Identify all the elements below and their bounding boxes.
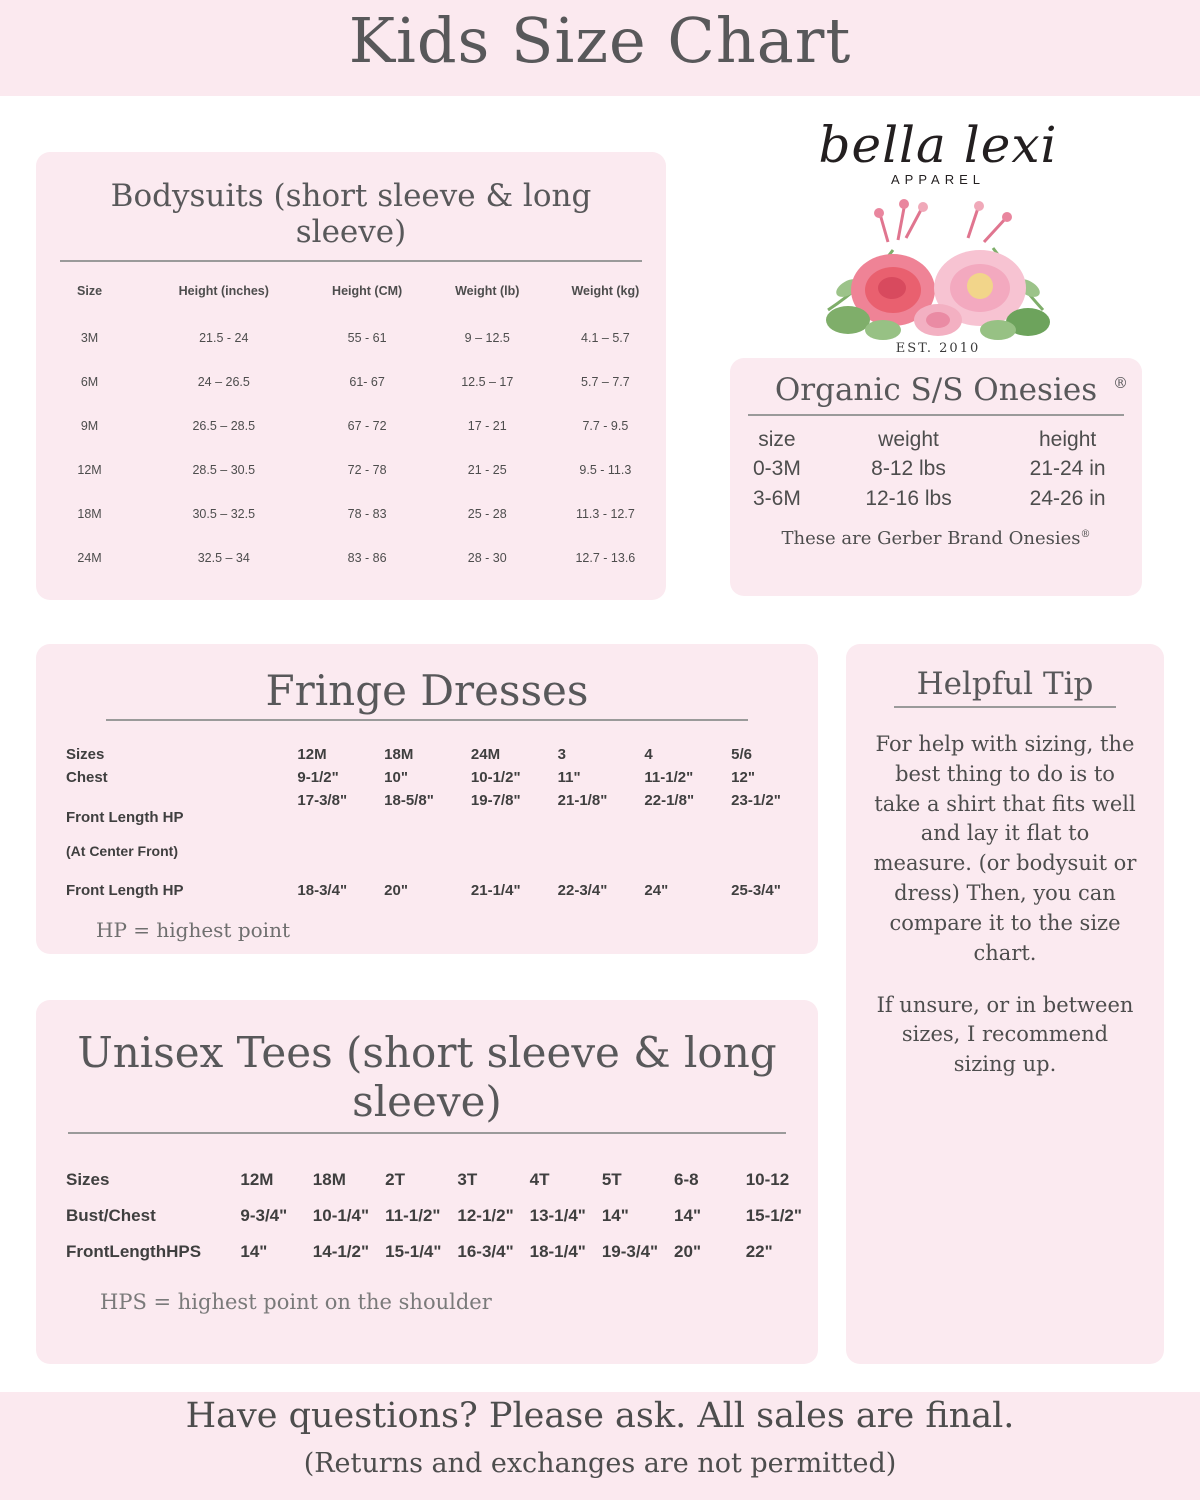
cell: 22-3/4" bbox=[557, 882, 608, 899]
size-header: 4 bbox=[644, 746, 653, 763]
registered-mark: ® bbox=[1080, 529, 1091, 540]
row-label: Chest bbox=[66, 769, 108, 786]
cell: 10-1/2" bbox=[470, 769, 521, 786]
organic-note-text: These are Gerber Brand Onesies bbox=[781, 528, 1081, 549]
cell: 67 - 72 bbox=[347, 419, 387, 433]
cell: 19-3/4" bbox=[601, 1242, 659, 1261]
cell: 72 - 78 bbox=[347, 463, 387, 477]
column-header: height bbox=[1038, 428, 1097, 451]
table-row bbox=[36, 879, 818, 902]
size-header: 5T bbox=[601, 1170, 622, 1189]
registered-mark: ® bbox=[1113, 374, 1128, 392]
cell: 5.7 – 7.7 bbox=[581, 375, 630, 389]
cell: 18-1/4" bbox=[529, 1242, 586, 1261]
footer-main-text: Have questions? Please ask. All sales are final. bbox=[185, 1396, 1015, 1436]
size-header: 3T bbox=[457, 1170, 478, 1189]
size-header: 24M bbox=[470, 746, 501, 763]
cell: 12M bbox=[77, 463, 102, 477]
cell: 18-5/8" bbox=[384, 792, 434, 809]
cell: 14" bbox=[601, 1206, 629, 1225]
cell: 14-1/2" bbox=[312, 1242, 370, 1261]
organic-onesies-note bbox=[730, 528, 1142, 549]
cell: 28.5 – 30.5 bbox=[192, 463, 256, 477]
floral-bouquet-icon bbox=[788, 180, 1088, 340]
cell: 13-1/4" bbox=[529, 1206, 586, 1225]
cell: 30.5 – 32.5 bbox=[192, 507, 256, 521]
cell: 55 - 61 bbox=[347, 331, 387, 345]
cell: 22-1/8" bbox=[644, 792, 695, 809]
column-header: Weight (kg) bbox=[571, 284, 640, 298]
helpful-tip-title: Helpful Tip bbox=[894, 666, 1116, 708]
organic-onesies-card bbox=[730, 358, 1142, 596]
bodysuits-card bbox=[36, 152, 666, 600]
cell: 25 - 28 bbox=[467, 507, 507, 521]
cell: 10" bbox=[384, 769, 408, 786]
cell: 61- 67 bbox=[349, 375, 385, 389]
cell: 26.5 – 28.5 bbox=[192, 419, 256, 433]
unisex-tees-table bbox=[36, 1162, 818, 1270]
cell: 14" bbox=[674, 1206, 702, 1225]
bodysuits-title: Bodysuits (short sleeve & long sleeve) bbox=[60, 178, 642, 262]
cell: 12.7 - 13.6 bbox=[575, 551, 636, 565]
column-header: Size bbox=[77, 284, 103, 298]
cell: 19-7/8" bbox=[470, 792, 521, 809]
size-header: 10-12 bbox=[745, 1170, 790, 1189]
cell: 0-3M bbox=[752, 457, 801, 480]
helpful-tip-paragraph: If unsure, or in between sizes, I recommend sizing up. bbox=[876, 992, 1134, 1077]
fringe-dresses-note: HP = highest point bbox=[96, 918, 290, 942]
cell: 9 – 12.5 bbox=[464, 331, 510, 345]
fringe-dresses-title: Fringe Dresses bbox=[106, 666, 748, 721]
cell: 78 - 83 bbox=[347, 507, 387, 521]
size-header: 18M bbox=[384, 746, 414, 763]
size-header: 6-8 bbox=[674, 1170, 699, 1189]
size-header: 2T bbox=[385, 1170, 406, 1189]
table-header-row bbox=[36, 276, 666, 316]
cell: 23-1/2" bbox=[731, 792, 781, 809]
cell: 6M bbox=[80, 375, 99, 389]
unisex-tees-card bbox=[36, 1000, 818, 1364]
cell: 9.5 - 11.3 bbox=[579, 463, 632, 477]
table-row bbox=[36, 1234, 818, 1270]
cell: 12.5 – 17 bbox=[461, 375, 514, 389]
cell: 11.3 - 12.7 bbox=[575, 507, 635, 521]
unisex-tees-title: Unisex Tees (short sleeve & long sleeve) bbox=[68, 1028, 786, 1134]
cell: 21.5 - 24 bbox=[199, 331, 249, 345]
helpful-tip-card bbox=[846, 644, 1164, 1364]
table-row bbox=[36, 766, 818, 789]
row-label: Front Length HP bbox=[66, 882, 184, 899]
cell: 14" bbox=[240, 1242, 268, 1261]
cell: 18-3/4" bbox=[297, 882, 348, 899]
cell: 7.7 - 9.5 bbox=[582, 419, 629, 433]
cell: 3-6M bbox=[752, 487, 801, 510]
organic-onesies-title bbox=[748, 372, 1128, 416]
column-header: Height (inches) bbox=[178, 284, 269, 298]
table-row bbox=[36, 448, 666, 492]
organic-onesies-table bbox=[730, 426, 1142, 514]
cell: 3M bbox=[80, 331, 99, 345]
cell: 11-1/2" bbox=[644, 769, 694, 786]
table-header-row bbox=[730, 426, 1142, 454]
table-row bbox=[36, 492, 666, 536]
table-row bbox=[36, 360, 666, 404]
cell: 9-1/2" bbox=[297, 769, 339, 786]
cell: 21-1/4" bbox=[470, 882, 521, 899]
unisex-tees-note: HPS = highest point on the shoulder bbox=[100, 1290, 492, 1314]
table-row bbox=[36, 1198, 818, 1234]
cell: 18M bbox=[77, 507, 102, 521]
row-label: FrontLengthHPS bbox=[66, 1242, 202, 1261]
cell: 12-16 lbs bbox=[865, 487, 952, 510]
helpful-tip-paragraph: For help with sizing, the best thing to do is to take a shirt that fits well and lay it flat to measure. (or bodysuit or dress) Then, you can compare it to the size chart. bbox=[873, 732, 1137, 965]
size-header: 18M bbox=[312, 1170, 346, 1189]
table-header-row bbox=[36, 1162, 818, 1198]
size-header: 5/6 bbox=[731, 746, 753, 763]
cell: 20" bbox=[674, 1242, 702, 1261]
cell: 24M bbox=[77, 551, 102, 565]
helpful-tip-body bbox=[846, 708, 1164, 1080]
cell: 11-1/2" bbox=[385, 1206, 441, 1225]
cell: 24-26 in bbox=[1029, 487, 1106, 510]
fringe-dresses-card bbox=[36, 644, 818, 954]
table-header-row bbox=[36, 743, 818, 766]
table-row bbox=[36, 536, 666, 580]
row-label: Sizes bbox=[66, 1170, 110, 1189]
table-row bbox=[730, 454, 1142, 484]
cell: 25-3/4" bbox=[731, 882, 781, 899]
cell: 8-12 lbs bbox=[871, 457, 946, 480]
cell: 17 - 21 bbox=[467, 419, 507, 433]
column-header: size bbox=[758, 428, 796, 451]
cell: 17-3/8" bbox=[297, 792, 348, 809]
table-row bbox=[36, 789, 818, 879]
row-label: Sizes bbox=[66, 746, 105, 763]
size-header: 4T bbox=[529, 1170, 550, 1189]
bodysuits-table bbox=[36, 276, 666, 580]
cell: 20" bbox=[384, 882, 408, 899]
size-header: 12M bbox=[297, 746, 327, 763]
cell: 11" bbox=[557, 769, 581, 786]
cell: 4.1 – 5.7 bbox=[581, 331, 630, 345]
row-sublabel: (At Center Front) bbox=[66, 843, 178, 859]
brand-subtitle: APPAREL bbox=[890, 172, 985, 187]
row-label-text: Front Length HP bbox=[66, 809, 184, 826]
table-row bbox=[36, 316, 666, 360]
cell: 83 - 86 bbox=[347, 551, 387, 565]
column-header: Height (CM) bbox=[332, 284, 403, 298]
table-row bbox=[730, 484, 1142, 514]
cell: 10-1/4" bbox=[312, 1206, 370, 1225]
fringe-dresses-table bbox=[36, 743, 818, 902]
cell: 22" bbox=[745, 1242, 773, 1261]
cell: 9M bbox=[80, 419, 99, 433]
cell: 12" bbox=[731, 769, 755, 786]
row-label bbox=[36, 789, 297, 879]
cell: 21-24 in bbox=[1029, 457, 1106, 480]
page-title: Kids Size Chart bbox=[348, 4, 852, 77]
cell: 16-3/4" bbox=[457, 1242, 514, 1261]
column-header: weight bbox=[878, 428, 939, 451]
size-header: 12M bbox=[240, 1170, 274, 1189]
brand-name: bella lexi bbox=[818, 116, 1058, 174]
cell: 15-1/4" bbox=[385, 1242, 442, 1261]
cell: 21 - 25 bbox=[467, 463, 507, 477]
footer-sub-text: (Returns and exchanges are not permitted) bbox=[303, 1448, 897, 1479]
table-row bbox=[36, 404, 666, 448]
brand-established: EST. 2010 bbox=[895, 341, 981, 356]
cell: 21-1/8" bbox=[557, 792, 608, 809]
cell: 28 - 30 bbox=[467, 551, 507, 565]
brand-logo bbox=[738, 108, 1138, 358]
row-label: Bust/Chest bbox=[66, 1206, 156, 1225]
cell: 12-1/2" bbox=[457, 1206, 514, 1225]
cell: 24 – 26.5 bbox=[197, 375, 250, 389]
cell: 15-1/2" bbox=[745, 1206, 802, 1225]
cell: 24" bbox=[644, 882, 669, 899]
cell: 32.5 – 34 bbox=[197, 551, 250, 565]
size-header: 3 bbox=[557, 746, 566, 763]
cell: 9-3/4" bbox=[240, 1206, 288, 1225]
column-header: Weight (lb) bbox=[455, 284, 520, 298]
organic-onesies-title-text: Organic S/S Onesies bbox=[774, 372, 1098, 408]
